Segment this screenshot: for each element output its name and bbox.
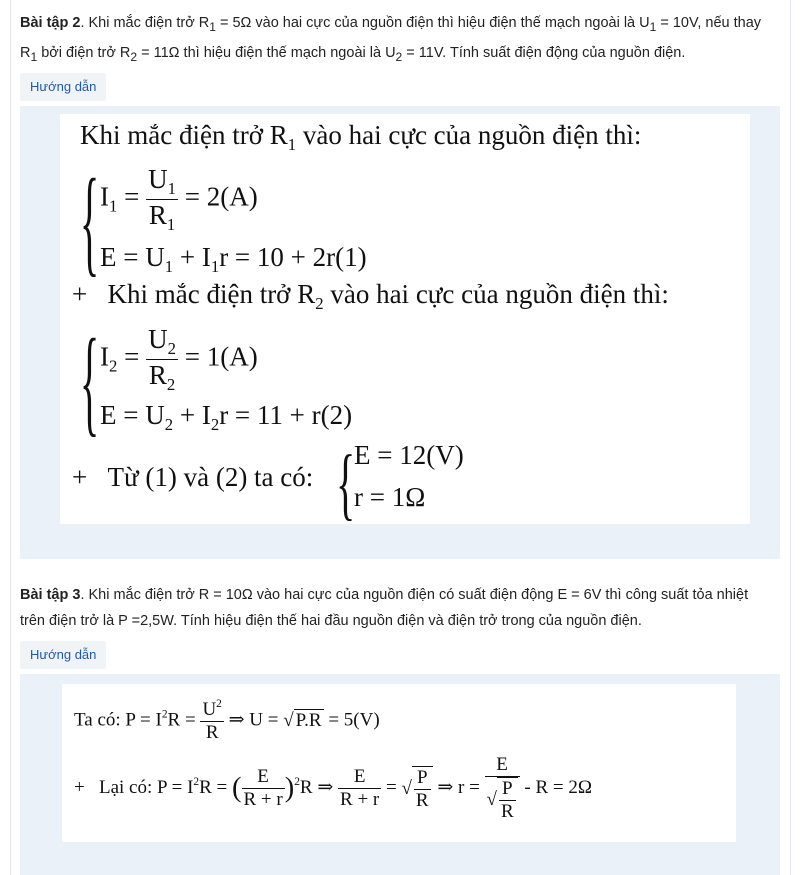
math-text: +	[74, 776, 85, 798]
math-text: R =	[199, 776, 232, 798]
math-sub: 1	[109, 196, 118, 216]
fraction-den: R	[415, 789, 429, 811]
solution-3-line-1	[74, 698, 380, 744]
text-fragment: = 11Ω thì hiệu điện thế mạch ngoài là U	[137, 44, 396, 61]
fraction-num: E	[257, 766, 269, 787]
math-sup: 2	[216, 698, 222, 710]
fraction-den: R	[500, 801, 514, 822]
subscript: 1	[209, 19, 216, 34]
fraction-den: R + r	[340, 789, 380, 810]
fraction-p-r	[414, 767, 431, 812]
subscript: 1	[649, 19, 657, 34]
guide-button-exercise-3[interactable]: Hướng dẫn	[20, 641, 106, 669]
math-text: =	[381, 776, 402, 798]
math-sup: 2	[193, 775, 200, 788]
math-text: = 2(A)	[177, 181, 258, 212]
solution-3-image	[62, 684, 736, 842]
math-text: Từ (1) và (2) ta có:	[107, 462, 314, 492]
subscript: 1	[30, 49, 38, 64]
text-fragment: bởi điện trở R	[37, 44, 131, 61]
math-sub: 2	[167, 338, 176, 358]
exercise-2-line-2	[20, 40, 785, 70]
math-text: + I	[173, 242, 211, 272]
math-sub: 1	[287, 134, 297, 154]
math-text: R ⇒	[299, 776, 339, 798]
fraction-den: R	[200, 721, 223, 744]
math-text: U	[148, 164, 168, 194]
math-text: =	[117, 181, 147, 212]
fraction-den: R + r	[243, 789, 283, 810]
subscript: 2	[130, 49, 138, 64]
fraction-u1-r1	[146, 164, 178, 235]
math-sub: 2	[164, 414, 174, 434]
fraction-u2-r2	[146, 324, 178, 395]
solution-2-eq-emf-1	[100, 242, 367, 277]
solution-2-eq-current-1	[100, 164, 258, 235]
solution-2-panel	[20, 106, 780, 559]
sqrt-pr: √ P.R	[283, 710, 322, 732]
fraction-p-r-2	[499, 778, 516, 823]
radicand: P.R	[295, 710, 322, 732]
solution-2-result-resistance: r = 1Ω	[354, 482, 426, 512]
radicand	[497, 777, 518, 823]
solution-3-panel	[20, 674, 780, 875]
text-fragment: = 5Ω vào hai cực của nguồn điện thì hiệu điện thế mạch ngoài là U	[215, 15, 650, 31]
solution-2-eq-current-2	[100, 324, 258, 395]
math-sub: 2	[109, 356, 118, 376]
math-sub: 1	[210, 256, 220, 276]
exercise-3-line-2: trên điện trở là P =2,5W. Tính hiệu điện thế hai đầu nguồn điện và điện trở trong của nguồn điện.	[20, 613, 642, 629]
sqrt-p-r: √ $\frac{P}{R}$	[401, 766, 432, 812]
brace-system-1: {	[80, 153, 100, 288]
fraction-num	[146, 324, 178, 359]
math-text: I	[100, 341, 109, 372]
math-text: U	[148, 324, 168, 354]
fraction-num: E	[496, 754, 508, 775]
fraction-den	[485, 776, 520, 823]
sqrt-p-r-2: √ $\frac{P}{R}$	[487, 777, 518, 823]
solution-2-image	[60, 114, 750, 528]
fraction-e-sqrt-p-r	[485, 754, 520, 823]
fraction-num: P	[416, 766, 428, 788]
math-sub: 1	[167, 178, 176, 198]
fraction-num: E	[353, 766, 366, 787]
math-text: +	[72, 462, 88, 492]
math-text: +	[72, 279, 88, 309]
math-text: Lại có: P = I	[98, 776, 194, 798]
text-fragment: = 11V. Tính suất điện động của nguồn điện.	[402, 44, 686, 61]
text-fragment: . Khi mắc điện trở R	[80, 15, 210, 31]
math-text: Khi mắc điện trở R	[80, 120, 288, 150]
math-text: r = 10 + 2r(1)	[219, 242, 367, 272]
fraction-e-rr	[242, 766, 285, 811]
math-text: R	[148, 359, 167, 390]
math-sub: 1	[164, 256, 174, 276]
math-text: E = U	[100, 242, 165, 272]
radicand	[412, 766, 433, 812]
paren-close: )	[284, 772, 295, 804]
math-sup: 2	[161, 708, 168, 721]
exercise-2-label: Bài tập 2	[20, 15, 81, 31]
guide-button-exercise-2[interactable]: Hướng dẫn	[20, 73, 106, 101]
exercise-3-line-1	[20, 582, 785, 608]
fraction-den	[146, 359, 178, 395]
solution-2-result-emf: E = 12(V)	[354, 440, 464, 470]
text-fragment: R	[20, 44, 31, 61]
math-text: I	[100, 181, 109, 212]
fraction-u2-r	[200, 698, 223, 744]
math-text: r = 11 + r(2)	[219, 400, 353, 430]
math-text: U	[202, 698, 217, 720]
math-text: - R = 2Ω	[519, 776, 593, 798]
frame-right-border	[790, 0, 791, 875]
fraction-e-rr-2	[338, 766, 381, 811]
solution-2-eq-emf-2	[100, 400, 352, 435]
math-text: =	[117, 341, 147, 372]
math-text: vào hai cực của nguồn điện thì:	[323, 279, 669, 309]
math-sub: 2	[315, 293, 324, 313]
math-sub: 2	[166, 374, 176, 394]
math-text: = 5(V)	[323, 709, 380, 731]
math-sub: 2	[210, 414, 220, 434]
frame-left-border	[10, 0, 11, 875]
exercise-3-label: Bài tập 3	[20, 587, 81, 603]
math-text: E = U	[100, 400, 165, 430]
math-sup: 2	[294, 775, 300, 788]
math-text: R =	[167, 709, 201, 731]
fraction-num	[200, 698, 223, 721]
math-text: Ta có: P = I	[74, 709, 162, 731]
brace-system-2: {	[80, 313, 100, 448]
exercise-2-line-1	[20, 10, 785, 40]
subscript: 2	[395, 49, 403, 64]
exercise-2-text	[20, 10, 785, 70]
math-text: ⇒ r =	[432, 776, 485, 798]
math-text: R	[148, 199, 167, 230]
exercise-3-text	[20, 582, 785, 634]
paren-open: (	[232, 772, 242, 804]
math-text: Khi mắc điện trở R	[107, 279, 316, 309]
brace-system-3: {	[336, 438, 356, 528]
math-text: + I	[173, 400, 211, 430]
text-fragment: = 10V, nếu thay	[656, 15, 762, 31]
solution-2-result-label	[72, 462, 313, 493]
solution-2-heading-1	[80, 120, 641, 155]
math-text: vào hai cực của nguồn điện thì:	[296, 120, 642, 150]
math-sub: 1	[166, 214, 176, 234]
math-text: = 1(A)	[177, 341, 258, 372]
fraction-num: P	[502, 778, 513, 799]
math-text: ⇒ U =	[223, 709, 284, 731]
fraction-den	[146, 199, 178, 235]
text-fragment: . Khi mắc điện trở R = 10Ω vào hai cực của nguồn điện có suất điện động E = 6V thì công suất tỏa nhiệt	[80, 587, 749, 603]
fraction-num	[146, 164, 178, 199]
solution-3-line-2	[74, 754, 592, 823]
solution-2-heading-2	[72, 279, 669, 314]
